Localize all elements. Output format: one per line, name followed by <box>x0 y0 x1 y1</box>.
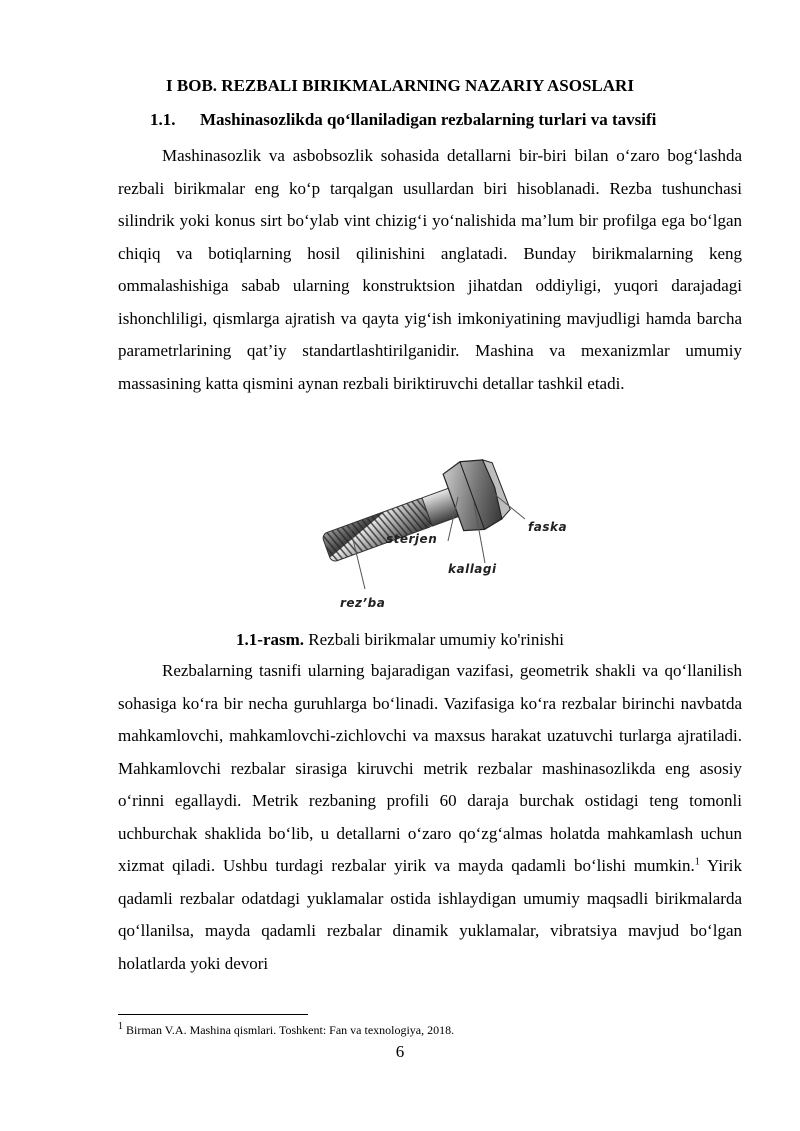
caption-number: 1.1-rasm. <box>236 630 305 649</box>
label-rezba: rez’ba <box>340 596 386 610</box>
section-number: 1.1. <box>150 110 176 129</box>
paragraph-text-a: Rezbalarning tasnifi ularning bajaradigan vazifasi, geometrik shakli va qo‘llanilish sohasiga ko‘ra bir necha guruhlarga bo‘linadi. Vazifasiga ko‘ra rezbalar birinchi navbatda mahkamlovchi, mahkamlovchi-zichlovchi va maxsus harakat uzatuvchi turlarga ajratiladi. Mahkamlovchi rezbalar sirasiga kiruvchi metrik rezbalar mashinasozlikda eng asosiy o‘rinni egallaydi. Metrik rezbaning profili 60 daraja burchak ostidagi teng tomonli uchburchak shaklida bo‘lib, u detallarni o‘zaro qo‘zg‘almas holatda mahkamlash uchun xizmat qiladi. Ushbu turdagi rezbalar yirik va mayda qadamli bo‘lishi mumkin. <box>118 661 742 875</box>
section-heading <box>150 104 710 136</box>
footnote-text: Birman V.A. Mashina qismlari. Toshkent: Fan va texnologiya, 2018. <box>123 1023 455 1037</box>
paragraph-intro: Mashinasozlik va asbobsozlik sohasida detallarni bir-biri bilan o‘zaro bog‘lashda rezbali birikmalar eng ko‘p tarqalgan usullardan biri hisoblanadi. Rezba tushunchasi silindrik yoki konus sirt bo‘ylab vint chizig‘i yo‘nalishida ma’lum bir profilga ega bo‘lgan chiqiq va botiqlarning hosil qilinishini anglatadi. Bunday birikmalarning keng ommalashishiga sabab ularning konstruktsion jihatdan oddiyligi, yuqori darajadagi ishonchliligi, qismlarga ajratish va qayta yig‘ish imkoniyatining mavjudligi hamda barcha parametrlarining qat’iy standartlashtirilganidir. Mashina va mexanizmlar umumiy massasining katta qismini aynan rezbali biriktiruvchi detallar tashkil etadi. <box>118 146 742 393</box>
page-number: 6 <box>395 1042 405 1061</box>
caption-text: Rezbali birikmalar umumiy ko'rinishi <box>304 630 564 649</box>
label-sterjen: sterjen <box>386 532 438 546</box>
footnote-divider <box>118 1014 308 1015</box>
footnote-marker: 1 <box>118 1021 123 1032</box>
section-title: Mashinasozlikda qo‘llaniladigan rezbalarning turlari va tavsifi <box>200 110 657 129</box>
paragraph-text-b: Yirik qadamli rezbalar odatdagi yuklamalar ostida ishlaydigan umumiy maqsadli birikmalarda qo‘llanilsa, mayda qadamli rezbalar dinamik yuklamalar, vibratsiya mavjud bo‘lgan holatlarda yoki devori <box>118 856 742 973</box>
paragraph-classification <box>118 655 742 980</box>
bolt-figure <box>300 433 600 613</box>
label-faska: faska <box>528 520 568 534</box>
footnote-reference[interactable]: 1 <box>694 856 700 868</box>
label-kallagi: kallagi <box>448 562 497 576</box>
bolt-illustration <box>300 433 600 613</box>
chapter-title: I BOB. REZBALI BIRIKMALARNING NAZARIY ASOSLARI <box>166 76 634 95</box>
figure-caption <box>118 626 682 654</box>
footnote <box>118 1022 454 1038</box>
